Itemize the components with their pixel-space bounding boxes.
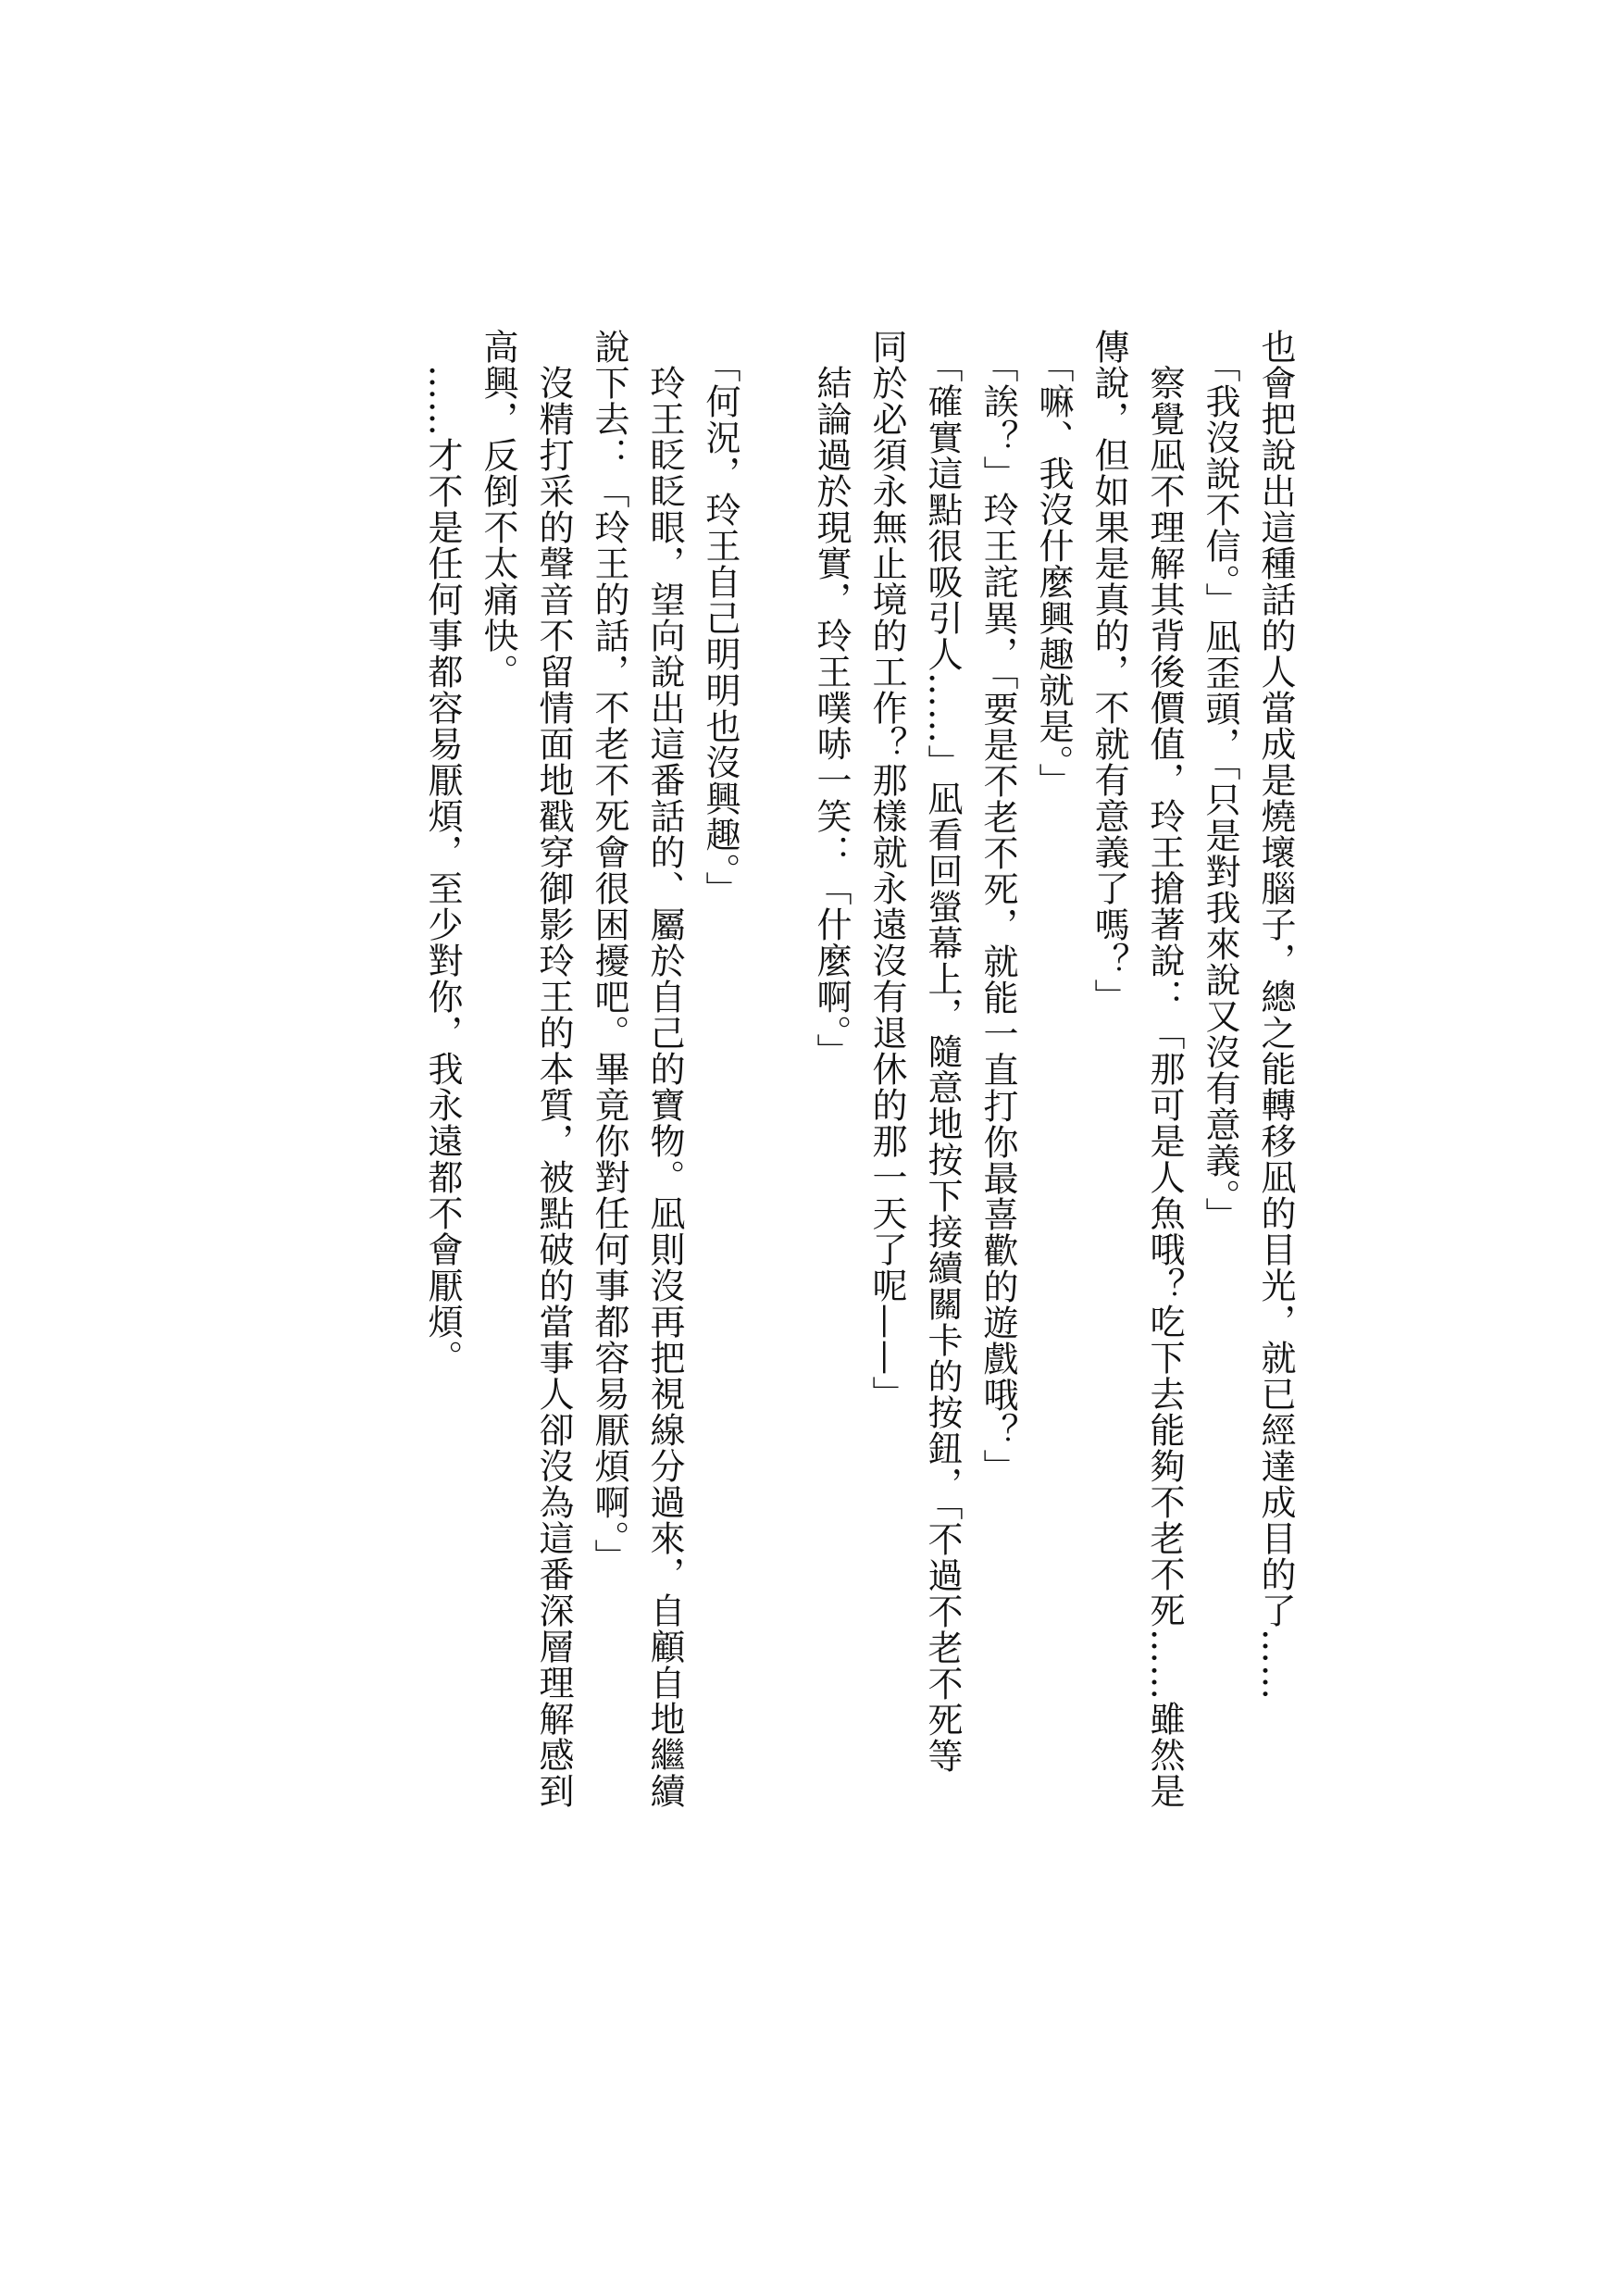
text-line: 也會把說出這種話的人當成是燒壞腦子，總之能轉移凪的目光，就已經達成目的了…… bbox=[1255, 329, 1296, 1701]
text-line: 玲王眨眨眼，望向說出這番話的、屬於自己的寶物。凪則沒再把視線分過來，自顧自地繼續 bbox=[644, 329, 685, 1809]
text-line: 「我沒說不信。」凪歪頭，「只是對我來說又沒有意義。」 bbox=[1200, 329, 1240, 1233]
text-line: 「誒？」玲王詫異，「要是不老不死，就能一直打你最喜歡的遊戲哦？」 bbox=[977, 329, 1018, 1485]
blank-line bbox=[748, 329, 803, 338]
text-line: 察覺凪不理解其背後價值，玲王搶著說：「那可是人魚哦？吃下去能夠不老不死……雖然是 bbox=[1144, 329, 1185, 1809]
text-line: 說下去：「玲王的話，不老不死會很困擾吧。畢竟你對任何事都容易厭煩啊。」 bbox=[589, 329, 629, 1575]
text-line: 結論過於現實，玲王噗哧一笑：「什麼啊。」 bbox=[811, 329, 852, 1069]
text-line: 沒精打采的聲音不留情面地戳穿御影玲王的本質，被點破的當事人卻沒為這番深層理解感到 bbox=[533, 329, 574, 1809]
text-line: 「何況，玲王自己明明也沒興趣。」 bbox=[700, 329, 741, 907]
text-line: 「確實這點很吸引人……」凪看回螢幕上，隨意地按下接續關卡的按鈕，「不過不老不死等 bbox=[922, 329, 963, 1774]
text-line: 「嘛、我沒什麼興趣就是。」 bbox=[1033, 329, 1074, 799]
vertical-text-block bbox=[415, 329, 1303, 2004]
text-line: ……才不是任何事都容易厭煩，至少對你，我永遠都不會厭煩。 bbox=[422, 329, 463, 1376]
text-line: 同於必須永無止境的工作？那樣就永遠沒有退休的那一天了呢——」 bbox=[866, 329, 907, 1412]
text-line: 傳說，但如果是真的，不就有意義了嗎？」 bbox=[1089, 329, 1129, 1015]
text-line: 高興，反倒不太痛快。 bbox=[478, 329, 518, 690]
